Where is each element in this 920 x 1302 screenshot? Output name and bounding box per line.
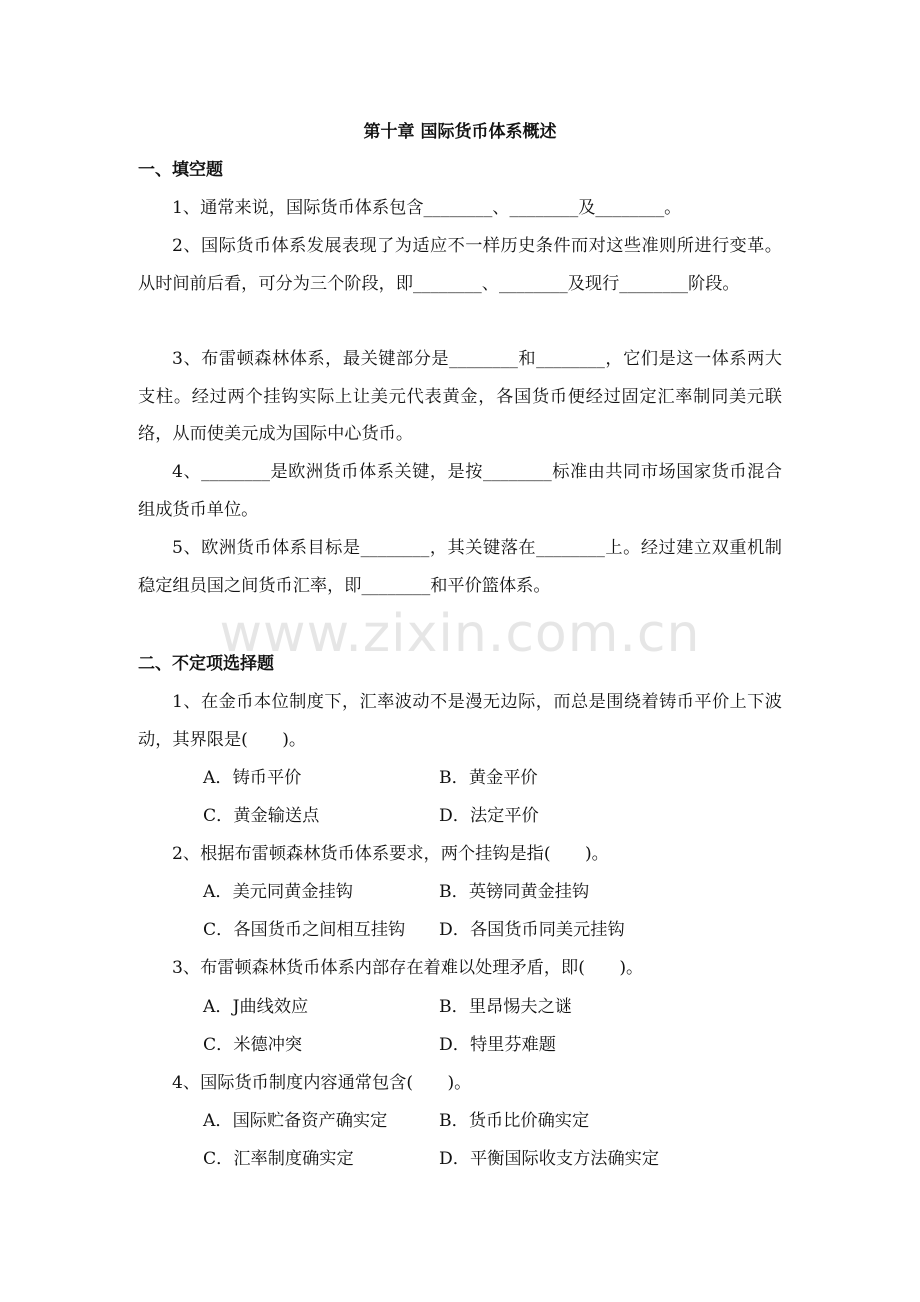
- option-a: A．J曲线效应: [203, 997, 309, 1017]
- fill-blank-question-5: 5、欧洲货币体系目标是________，其关键落在________上。经过建立双重机制稳定组员国之间货币汇率，即________和平价篮体系。: [138, 538, 782, 596]
- choice-question-2-options-row-1: [203, 880, 763, 904]
- choice-question-1-stem: 1、在金币本位制度下，汇率波动不是漫无边际，而总是围绕着铸币平价上下波动，其界限是( )。: [138, 692, 782, 750]
- choice-question-1-options-row-2: [203, 804, 763, 828]
- choice-question-4-stem: 4、国际货币制度内容通常包含( )。: [172, 1073, 472, 1093]
- option-c: C．汇率制度确实定: [203, 1149, 354, 1169]
- choice-question-3-options-row-2: [203, 1033, 763, 1057]
- section-heading-multiple-choice: 二、不定项选择题: [138, 654, 274, 674]
- fill-blank-question-4: 4、________是欧洲货币体系关键，是按________标准由共同市场国家货币混合组成货币单位。: [138, 462, 782, 520]
- fill-blank-question-1: 1、通常来说，国际货币体系包含________、________及________。: [172, 198, 682, 218]
- choice-question-3-options-row-1: [203, 995, 763, 1019]
- option-c: C．黄金输送点: [203, 806, 320, 826]
- choice-question-4-options-row-1: [203, 1109, 763, 1133]
- option-a: A．美元同黄金挂钩: [203, 882, 353, 902]
- option-d: D．各国货币同美元挂钩: [439, 920, 625, 940]
- option-b: B．里昂惕夫之谜: [439, 997, 572, 1017]
- choice-question-3-stem: 3、布雷顿森林货币体系内部存在着难以处理矛盾，即( )。: [172, 958, 644, 978]
- option-a: A．国际贮备资产确实定: [203, 1111, 388, 1131]
- choice-question-2-stem: 2、根据布雷顿森林货币体系要求，两个挂钩是指( )。: [172, 844, 609, 864]
- option-c: C．米德冲突: [203, 1035, 303, 1055]
- choice-question-4-options-row-2: [203, 1147, 763, 1171]
- option-d: D．特里芬难题: [439, 1035, 556, 1055]
- option-c: C．各国货币之间相互挂钩: [203, 920, 406, 940]
- option-a: A．铸币平价: [203, 768, 302, 788]
- fill-blank-question-2: 2、国际货币体系发展表现了为适应不一样历史条件而对这些准则所进行变革。从时间前后看，可分为三个阶段，即________、________及现行________阶段。: [138, 236, 782, 294]
- choice-question-1-options-row-1: [203, 766, 763, 790]
- watermark: www.zixin.com.cn: [219, 604, 701, 664]
- option-d: D．法定平价: [439, 806, 539, 826]
- fill-blank-question-3: 3、布雷顿森林体系，最关键部分是________和________，它们是这一体系两大支柱。经过两个挂钩实际上让美元代表黄金，各国货币便经过固定汇率制同美元联络，从而使美元成为国际中心货币。: [138, 349, 782, 444]
- choice-question-2-options-row-2: [203, 918, 763, 942]
- option-b: B．英镑同黄金挂钩: [439, 882, 590, 902]
- option-b: B．黄金平价: [439, 768, 538, 788]
- option-b: B．货币比价确实定: [439, 1111, 590, 1131]
- section-heading-fill-blank: 一、填空题: [138, 160, 223, 180]
- option-d: D．平衡国际收支方法确实定: [439, 1149, 660, 1169]
- page-title: 第十章 国际货币体系概述: [363, 122, 557, 142]
